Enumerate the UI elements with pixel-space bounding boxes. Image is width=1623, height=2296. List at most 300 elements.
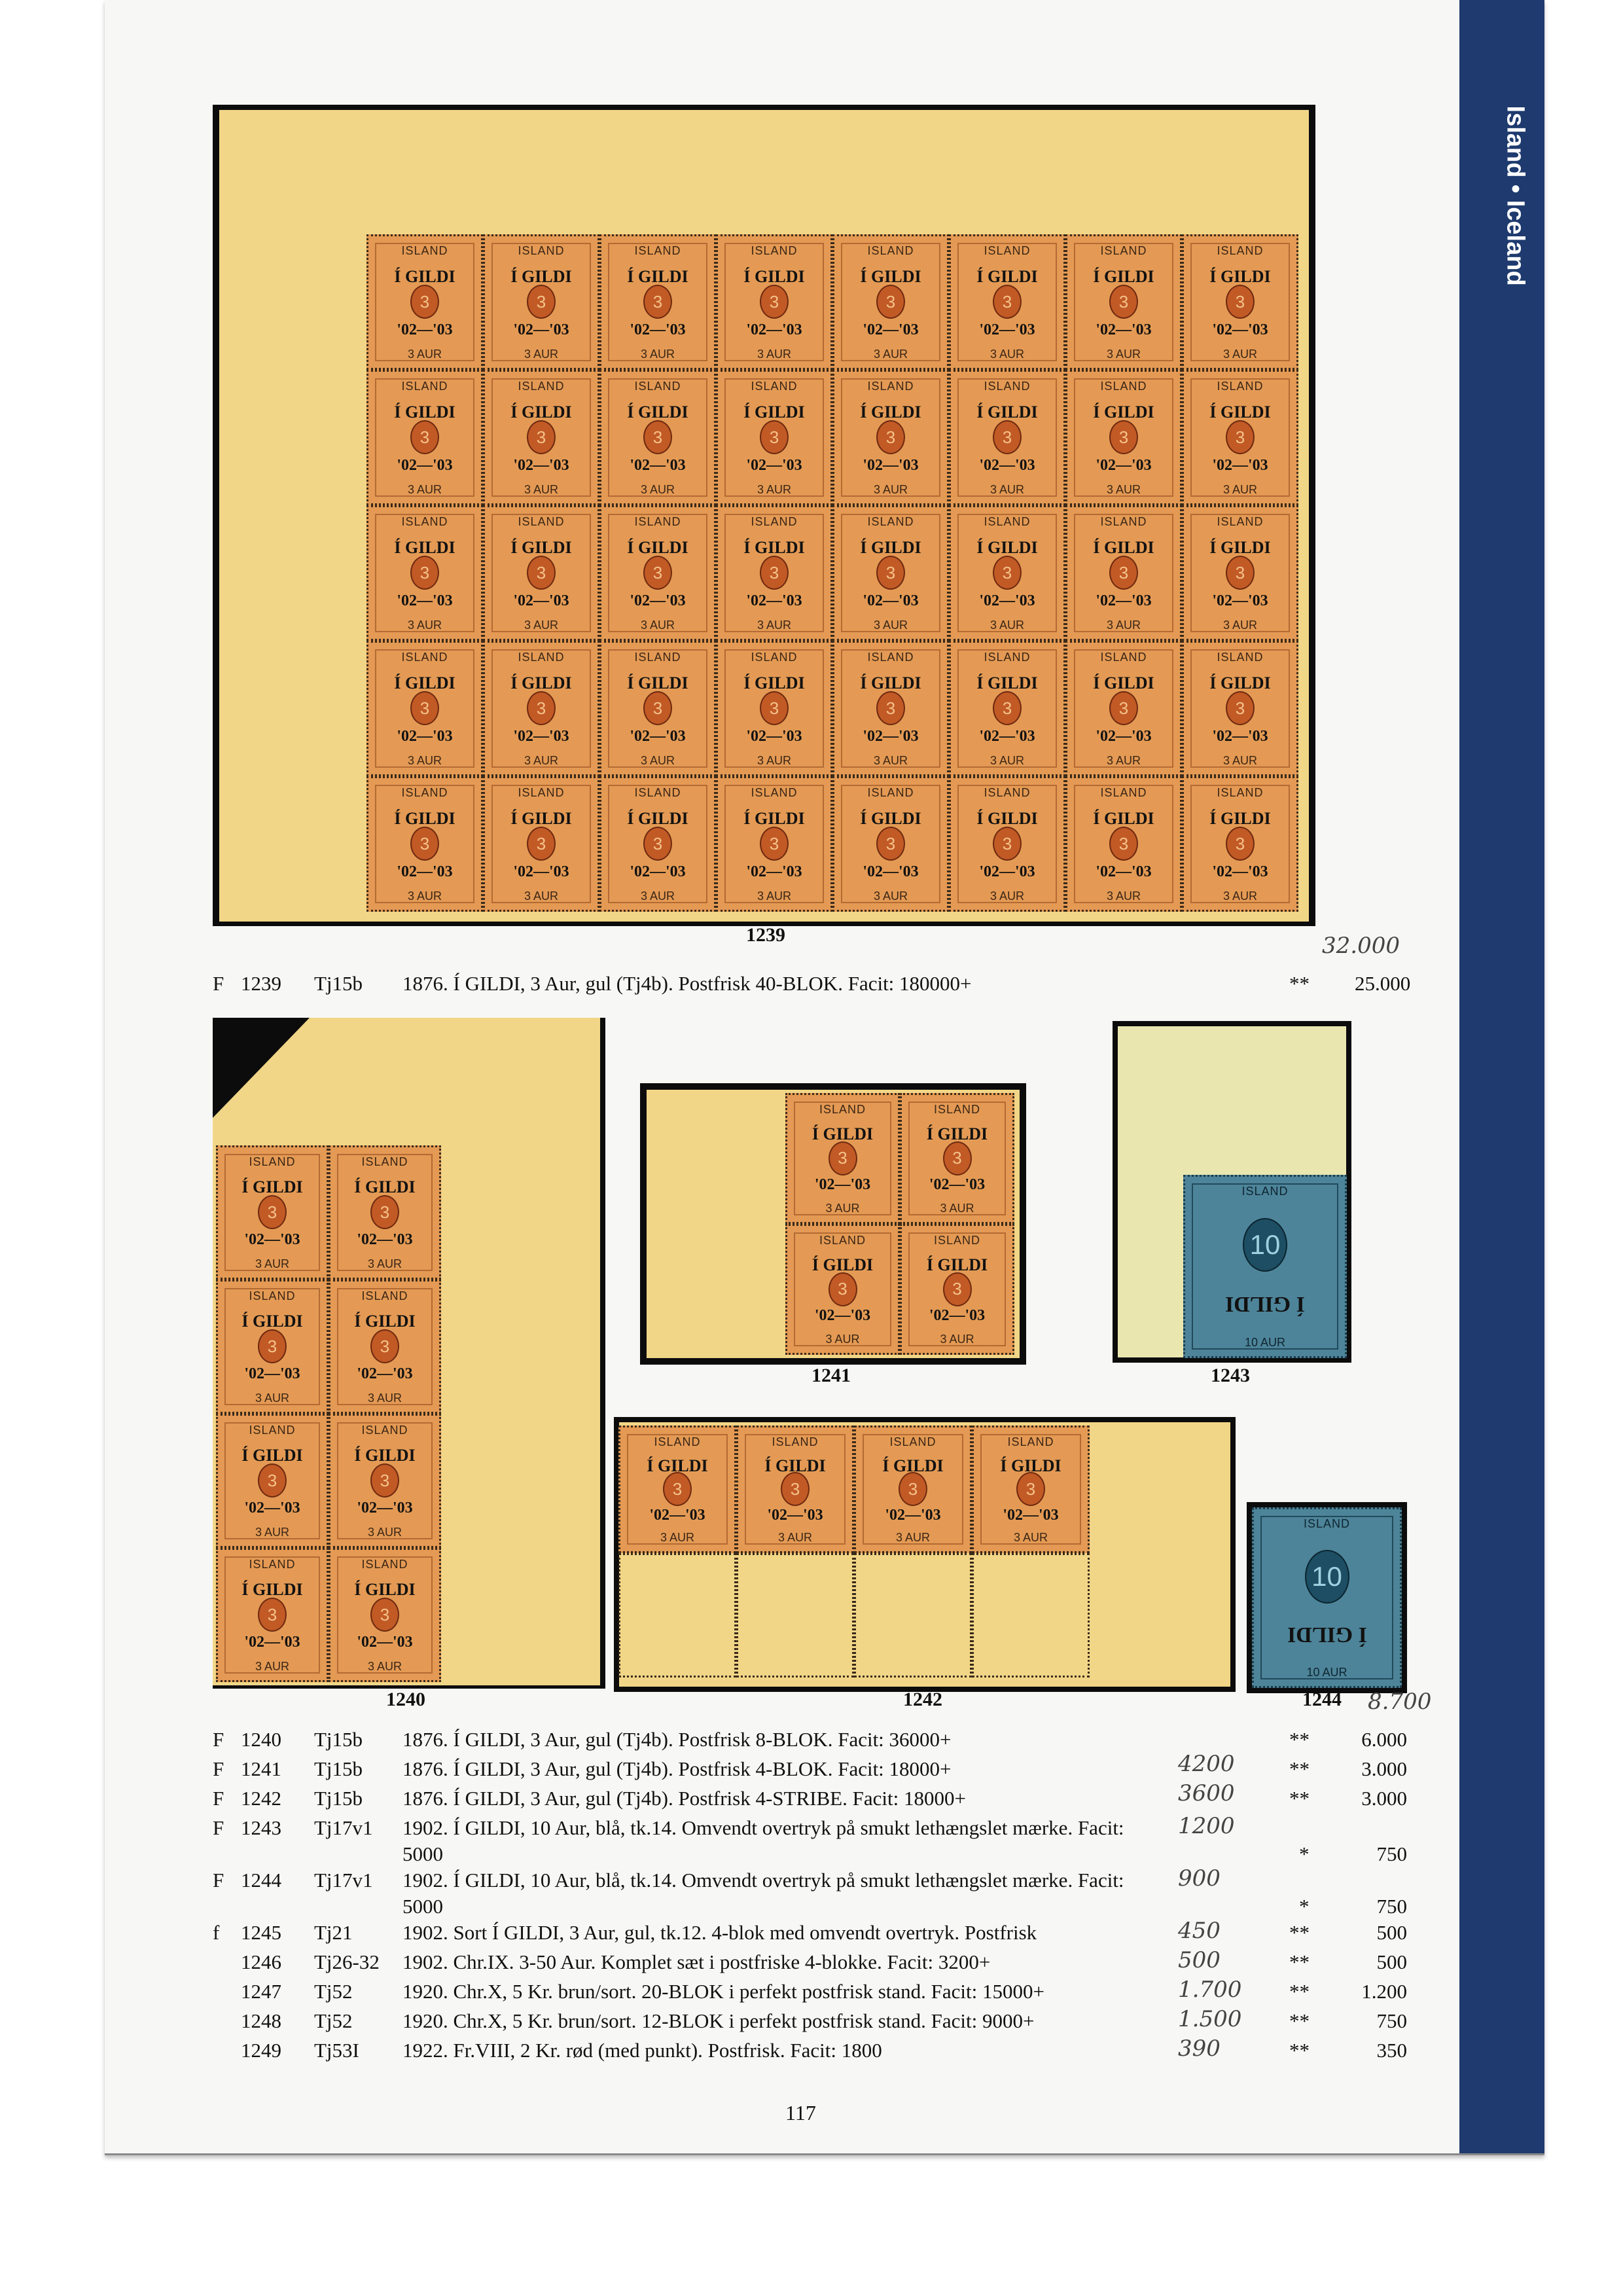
- stamp-denomination: 3 AUR: [990, 889, 1025, 903]
- stamp-value: 3: [993, 827, 1022, 861]
- stamp-country: ISLAND: [401, 515, 448, 528]
- stamp-overprint-years: '02—'03: [357, 1634, 413, 1651]
- stamp-overprint-years: '02—'03: [244, 1634, 300, 1651]
- stamp-3-aur: [483, 641, 599, 776]
- stamp-denomination: 3 AUR: [1013, 1531, 1048, 1544]
- lot-catalogue-number: Tj53I: [314, 2039, 359, 2062]
- stamp-value: 3: [876, 420, 905, 454]
- stamp-overprint-years: '02—'03: [746, 321, 802, 338]
- stamp-overprint: Í GILDI: [627, 808, 688, 828]
- stamp-denomination: 3 AUR: [990, 348, 1025, 361]
- stamp-overprint-years: '02—'03: [1212, 863, 1268, 880]
- stamp-3-aur: [483, 776, 599, 912]
- lot-number: 1241: [241, 1757, 281, 1780]
- stamp-3-aur: [1065, 370, 1182, 505]
- stamp-overprint-years: '02—'03: [397, 456, 453, 474]
- stamp-3-aur: [216, 1280, 329, 1414]
- stamp-value: 3: [370, 1598, 399, 1632]
- stamp-overprint: Í GILDI: [627, 673, 688, 692]
- stamp-overprint: Í GILDI: [627, 537, 688, 557]
- stamp-denomination: 3 AUR: [825, 1202, 860, 1215]
- lot-handwritten-note: 32.000: [1322, 933, 1400, 959]
- stamp-overprint-years: '02—'03: [1212, 592, 1268, 609]
- stamp-country: ISLAND: [867, 515, 914, 528]
- stamp-denomination: 3 AUR: [255, 1660, 290, 1673]
- stamp-overprint-years: '02—'03: [1003, 1506, 1059, 1524]
- lot-prefix: F: [213, 1757, 224, 1780]
- stamp-3-aur: [1182, 641, 1298, 776]
- page-number: 117: [785, 2101, 816, 2125]
- stamp-overprint: Í GILDI: [394, 402, 455, 422]
- lot-catalogue-number: Tj21: [314, 1921, 353, 1944]
- stamp-overprint-years: '02—'03: [244, 1231, 300, 1248]
- stamp-country: ISLAND: [634, 380, 681, 393]
- stamp-denomination: 3 AUR: [1222, 754, 1258, 767]
- stamp-value: 3: [829, 1272, 857, 1306]
- stamp-denomination: 3 AUR: [407, 619, 442, 632]
- stamp-country: ISLAND: [401, 380, 448, 393]
- stamp-denomination: 3 AUR: [524, 348, 559, 361]
- stamp-overprint-years: '02—'03: [929, 1307, 986, 1325]
- stamp-denomination: 3 AUR: [407, 483, 442, 496]
- stamp-country: ISLAND: [1217, 786, 1264, 799]
- stamp-overprint-years: '02—'03: [513, 321, 569, 338]
- stamp-overprint: Í GILDI: [1209, 402, 1271, 422]
- stamp-overprint: Í GILDI: [627, 402, 688, 422]
- lot-price: 3.000: [1361, 1757, 1407, 1780]
- stamp-denomination: 3 AUR: [367, 1257, 402, 1270]
- stamp-1243: [1183, 1175, 1347, 1358]
- stamp-denomination: 3 AUR: [524, 754, 559, 767]
- stamp-overprint: Í GILDI: [976, 402, 1038, 422]
- stamp-value: 3: [1226, 285, 1255, 319]
- stamp-overprint-years: '02—'03: [1212, 321, 1268, 338]
- stamp-value: 3: [410, 827, 439, 861]
- lot-catalogue-number: Tj15b: [314, 972, 363, 995]
- stamp-3-aur: [366, 505, 483, 641]
- stamp-overprint-years: '02—'03: [979, 727, 1035, 745]
- lot-condition: *: [1299, 1895, 1310, 1918]
- lot-handwritten-note: 4200: [1178, 1751, 1235, 1777]
- figure-number-1241: 1241: [812, 1365, 851, 1386]
- lot-number: 1247: [241, 1980, 281, 2003]
- stamp-overprint-years: '02—'03: [630, 592, 686, 609]
- lot-number: 1245: [241, 1921, 281, 1944]
- stamp-country: ISLAND: [634, 244, 681, 257]
- lot-price: 750: [1376, 1895, 1407, 1918]
- lot-description-cont: 5000: [402, 1842, 443, 1865]
- stamp-value: 3: [1226, 556, 1255, 590]
- stamp-denomination: 3 AUR: [1106, 348, 1141, 361]
- lot-prefix: F: [213, 972, 224, 995]
- stamp-value: 3: [643, 420, 672, 454]
- lot-number: 1249: [241, 2039, 281, 2062]
- stamp-overprint: Í GILDI: [1000, 1456, 1061, 1475]
- stamp-3-aur: [483, 370, 599, 505]
- stamp-country: ISLAND: [361, 1155, 408, 1168]
- stamp-overprint-years: '02—'03: [357, 1365, 413, 1382]
- lot-handwritten-note: 500: [1178, 1947, 1221, 1973]
- lot-catalogue-number: Tj15b: [314, 1757, 363, 1780]
- stamp-denomination: 3 AUR: [255, 1526, 290, 1539]
- stamp-country: ISLAND: [1217, 380, 1264, 393]
- stamp-denomination: 3 AUR: [660, 1531, 695, 1544]
- lot-price: 350: [1376, 2039, 1407, 2062]
- stamp-overprint: Í GILDI: [510, 266, 572, 286]
- stamp-denomination: 3 AUR: [407, 754, 442, 767]
- lot-handwritten-note: 1.700: [1178, 1977, 1242, 2003]
- stamp-denomination: 3 AUR: [757, 348, 792, 361]
- lot-condition: **: [1289, 2039, 1310, 2062]
- stamp-country: ISLAND: [867, 380, 914, 393]
- lot-price: 500: [1376, 1950, 1407, 1973]
- stamp-overprint: Í GILDI: [394, 673, 455, 692]
- lot-condition: **: [1289, 1787, 1310, 1810]
- stamp-3-aur: [1182, 370, 1298, 505]
- stamp-value: 3: [760, 285, 789, 319]
- stamp-value: 3: [781, 1472, 810, 1506]
- stamp-country: ISLAND: [361, 1424, 408, 1437]
- stamp-overprint-years: '02—'03: [979, 456, 1035, 474]
- stamp-value: 3: [410, 285, 439, 319]
- lot-handwritten-note: 390: [1178, 2036, 1221, 2062]
- stamp-3-aur: [716, 370, 832, 505]
- stamp-overprint: Í GILDI: [354, 1177, 416, 1196]
- stamp-overprint: Í GILDI: [241, 1446, 303, 1465]
- stamp-3-aur: [716, 641, 832, 776]
- stamp-denomination: 3 AUR: [1106, 483, 1141, 496]
- lot-description: 1920. Chr.X, 5 Kr. brun/sort. 12-BLOK i perfekt postfrisk stand. Facit: 9000+: [402, 2009, 1035, 2032]
- stamp-denomination: 3 AUR: [1222, 889, 1258, 903]
- stamp-value: 10: [1243, 1218, 1287, 1272]
- stamp-overprint-years: '02—'03: [397, 727, 453, 745]
- section-tab: [1459, 0, 1544, 2153]
- stamp-country: ISLAND: [1100, 515, 1147, 528]
- stamp-value: 3: [760, 556, 789, 590]
- stamp-overprint-years: '02—'03: [746, 592, 802, 609]
- stamp-value: 3: [1109, 691, 1138, 725]
- stamp-3-aur: [785, 1093, 900, 1224]
- lot-handwritten-note: 3600: [1178, 1780, 1235, 1806]
- stamp-3-aur: [900, 1224, 1014, 1355]
- stamp-denomination: 3 AUR: [873, 889, 908, 903]
- stamp-country: ISLAND: [933, 1234, 981, 1247]
- stamp-value: 3: [1016, 1472, 1045, 1506]
- stamp-country: ISLAND: [634, 786, 681, 799]
- stamp-block-1241: [785, 1093, 1014, 1355]
- lot-prefix: F: [213, 1816, 224, 1839]
- stamp-denomination: 3 AUR: [524, 483, 559, 496]
- stamp-3-aur: [483, 505, 599, 641]
- stamp-overprint-years: '02—'03: [1096, 727, 1152, 745]
- stamp-value: 3: [410, 556, 439, 590]
- stamp-overprint-years: '02—'03: [513, 456, 569, 474]
- stamp-value: 3: [1109, 420, 1138, 454]
- stamp-overprint-years: '02—'03: [630, 321, 686, 338]
- stamp-country: ISLAND: [634, 651, 681, 664]
- stamp-denomination: 3 AUR: [1222, 348, 1258, 361]
- stamp-value: 3: [643, 691, 672, 725]
- stamp-overprint-inverted: Í GILDI: [1287, 1623, 1367, 1647]
- stamp-country: ISLAND: [1217, 651, 1264, 664]
- stamp-value: 3: [993, 691, 1022, 725]
- stamp-overprint-years: '02—'03: [863, 592, 919, 609]
- lot-description: 1902. Chr.IX. 3-50 Aur. Komplet sæt i postfriske 4-blokke. Facit: 3200+: [402, 1950, 991, 1973]
- stamp-3-aur: [949, 505, 1065, 641]
- stamp-3-aur: [785, 1224, 900, 1355]
- stamp-denomination: 3 AUR: [990, 754, 1025, 767]
- stamp-1244: [1252, 1507, 1402, 1688]
- lot-catalogue-number: Tj52: [314, 2009, 353, 2032]
- stamp-overprint: Í GILDI: [354, 1312, 416, 1331]
- stamp-3-aur: [599, 641, 716, 776]
- stamp-country: ISLAND: [751, 380, 798, 393]
- stamp-value: 3: [993, 420, 1022, 454]
- stamp-3-aur: [832, 370, 949, 505]
- stamp-value: 3: [943, 1141, 972, 1175]
- stamp-denomination: 3 AUR: [873, 619, 908, 632]
- stamp-overprint: Í GILDI: [812, 1124, 874, 1143]
- lot-number: 1239: [241, 972, 281, 995]
- lot-description-cont: 5000: [402, 1895, 443, 1918]
- lot-price: 1.200: [1361, 1980, 1407, 2003]
- stamp-overprint: Í GILDI: [510, 673, 572, 692]
- stamp-value: 3: [258, 1598, 287, 1632]
- stamp-overprint: Í GILDI: [976, 537, 1038, 557]
- figure-number-1243: 1243: [1211, 1365, 1250, 1386]
- stamp-3-aur: [736, 1426, 854, 1553]
- stamp-overprint-years: '02—'03: [397, 592, 453, 609]
- stamp-denomination: 3 AUR: [367, 1660, 402, 1673]
- stamp-denomination: 3 AUR: [255, 1257, 290, 1270]
- stamp-overprint-years: '02—'03: [767, 1506, 823, 1524]
- stamp-denomination: 3 AUR: [940, 1333, 974, 1346]
- stamp-3-aur: [972, 1426, 1090, 1553]
- stamp-overprint: Í GILDI: [1093, 402, 1154, 422]
- stamp-country: ISLAND: [1241, 1185, 1289, 1198]
- stamp-value: 3: [876, 827, 905, 861]
- lot-condition: **: [1289, 972, 1310, 995]
- stamp-overprint: Í GILDI: [1093, 808, 1154, 828]
- stamp-denomination: 10 AUR: [1306, 1665, 1347, 1679]
- stamp-country: ISLAND: [1217, 244, 1264, 257]
- stamp-value: 3: [1226, 827, 1255, 861]
- stamp-value: 3: [643, 827, 672, 861]
- stamp-3-aur: [366, 776, 483, 912]
- stamp-overprint-years: '02—'03: [513, 592, 569, 609]
- stamp-overprint-years: '02—'03: [885, 1506, 941, 1524]
- stamp-denomination: 3 AUR: [990, 483, 1025, 496]
- stamp-overprint: Í GILDI: [1209, 537, 1271, 557]
- stamp-overprint: Í GILDI: [926, 1255, 988, 1274]
- stamp-denomination: 3 AUR: [873, 754, 908, 767]
- section-tab-label: Island • Iceland: [1501, 105, 1529, 286]
- lot-catalogue-number: Tj17v1: [314, 1816, 373, 1839]
- stamp-country: ISLAND: [249, 1155, 296, 1168]
- stamp-value: 3: [527, 827, 556, 861]
- stamp-overprint: Í GILDI: [860, 402, 921, 422]
- stamp-country: ISLAND: [889, 1435, 936, 1448]
- stamp-country: ISLAND: [401, 244, 448, 257]
- stamp-overprint-years: '02—'03: [357, 1231, 413, 1248]
- stamp-denomination: 3 AUR: [367, 1526, 402, 1539]
- lot-price: 6.000: [1361, 1728, 1407, 1751]
- lot-condition: **: [1289, 2009, 1310, 2032]
- stamp-country: ISLAND: [1100, 380, 1147, 393]
- lot-handwritten-note: 900: [1178, 1865, 1221, 1892]
- stamp-overprint-years: '02—'03: [746, 456, 802, 474]
- stamp-overprint-years: '02—'03: [630, 863, 686, 880]
- lot-description: 1876. Í GILDI, 3 Aur, gul (Tj4b). Postfrisk 4-BLOK. Facit: 18000+: [402, 1757, 952, 1780]
- stamp-denomination: 3 AUR: [895, 1531, 931, 1544]
- stamp-value: 3: [258, 1195, 287, 1229]
- stamp-country: ISLAND: [984, 651, 1031, 664]
- stamp-value: 3: [527, 556, 556, 590]
- lot-prefix: f: [213, 1921, 220, 1944]
- stamp-overprint: Í GILDI: [976, 808, 1038, 828]
- stamp-value: 3: [258, 1463, 287, 1498]
- stamp-3-aur: [900, 1093, 1014, 1224]
- stamp-country: ISLAND: [1217, 515, 1264, 528]
- stamp-value: 3: [410, 420, 439, 454]
- stamp-overprint-years: '02—'03: [397, 321, 453, 338]
- lot-description: 1902. Sort Í GILDI, 3 Aur, gul, tk.12. 4-blok med omvendt overtryk. Postfrisk: [402, 1921, 1037, 1944]
- stamp-denomination: 3 AUR: [1106, 619, 1141, 632]
- stamp-3-aur: [599, 505, 716, 641]
- stamp-block-1240: [216, 1145, 441, 1682]
- stamp-3-aur: [366, 234, 483, 370]
- stamp-overprint: Í GILDI: [743, 402, 805, 422]
- stamp-value: 3: [1109, 827, 1138, 861]
- stamp-value: 3: [663, 1472, 692, 1506]
- stamp-3-aur: [483, 234, 599, 370]
- stamp-country: ISLAND: [984, 515, 1031, 528]
- stamp-overprint-inverted: Í GILDI: [1225, 1292, 1305, 1316]
- stamp-3-aur: [832, 505, 949, 641]
- lot-number: 1248: [241, 2009, 281, 2032]
- stamp-overprint: Í GILDI: [510, 537, 572, 557]
- stamp-denomination: 3 AUR: [757, 483, 792, 496]
- lot-catalogue-number: Tj15b: [314, 1728, 363, 1751]
- stamp-overprint: Í GILDI: [394, 266, 455, 286]
- stamp-3-aur: [329, 1414, 441, 1548]
- stamp-denomination: 3 AUR: [757, 889, 792, 903]
- stamp-overprint: Í GILDI: [743, 537, 805, 557]
- stamp-value: 3: [1109, 556, 1138, 590]
- stamp-overprint-years: '02—'03: [630, 727, 686, 745]
- stamp-overprint: Í GILDI: [1093, 266, 1154, 286]
- lot-number: 1242: [241, 1787, 281, 1810]
- stamp-denomination: 3 AUR: [1106, 889, 1141, 903]
- stamp-denomination: 3 AUR: [1106, 754, 1141, 767]
- stamp-3-aur: [216, 1145, 329, 1280]
- stamp-country: ISLAND: [1007, 1435, 1054, 1448]
- stamp-value: 3: [899, 1472, 927, 1506]
- stamp-country: ISLAND: [249, 1558, 296, 1571]
- stamp-country: ISLAND: [401, 651, 448, 664]
- lot-description: 1902. Í GILDI, 10 Aur, blå, tk.14. Omvendt overtryk på smukt lethængslet mærke. Facit:: [402, 1816, 1124, 1839]
- stamp-value: 3: [370, 1329, 399, 1363]
- stamp-value: 3: [370, 1463, 399, 1498]
- stamp-overprint-years: '02—'03: [979, 592, 1035, 609]
- stamp-value: 3: [410, 691, 439, 725]
- stamp-country: ISLAND: [867, 244, 914, 257]
- stamp-3-aur: [854, 1426, 972, 1553]
- stamp-3-aur: [832, 234, 949, 370]
- stamp-country: ISLAND: [1303, 1517, 1351, 1530]
- stamp-overprint-years: '02—'03: [244, 1499, 300, 1516]
- stamp-overprint-years: '02—'03: [1096, 592, 1152, 609]
- stamp-10-aur: [1183, 1175, 1347, 1358]
- stamp-overprint-years: '02—'03: [863, 863, 919, 880]
- stamp-country: ISLAND: [654, 1435, 701, 1448]
- lot-condition: **: [1289, 1980, 1310, 2003]
- stamp-3-aur: [366, 641, 483, 776]
- stamp-overprint-years: '02—'03: [929, 1176, 986, 1194]
- stamp-overprint: Í GILDI: [241, 1312, 303, 1331]
- stamp-denomination: 3 AUR: [990, 619, 1025, 632]
- stamp-denomination: 3 AUR: [407, 889, 442, 903]
- stamp-value: 10: [1305, 1550, 1349, 1604]
- stamp-denomination: 3 AUR: [640, 754, 675, 767]
- stamp-3-aur: [716, 234, 832, 370]
- stamp-denomination: 3 AUR: [640, 619, 675, 632]
- stamp-overprint: Í GILDI: [1209, 808, 1271, 828]
- stamp-country: ISLAND: [751, 786, 798, 799]
- figure-number-1242: 1242: [903, 1689, 942, 1710]
- lot-description: 1902. Í GILDI, 10 Aur, blå, tk.14. Omvendt overtryk på smukt lethængslet mærke. Facit:: [402, 1869, 1124, 1892]
- lot-condition: *: [1299, 1842, 1310, 1865]
- stamp-overprint-years: '02—'03: [397, 863, 453, 880]
- stamp-strip-1242: [618, 1426, 1090, 1677]
- stamp-overprint: Í GILDI: [976, 266, 1038, 286]
- stamp-country: ISLAND: [1100, 244, 1147, 257]
- stamp-3-aur: [216, 1414, 329, 1548]
- stamp-country: ISLAND: [401, 786, 448, 799]
- stamp-overprint-years: '02—'03: [979, 321, 1035, 338]
- stamp-denomination: 3 AUR: [640, 889, 675, 903]
- lot-handwritten-note: 450: [1178, 1918, 1221, 1944]
- stamp-3-aur: [949, 370, 1065, 505]
- lot-catalogue-number: Tj15b: [314, 1787, 363, 1810]
- stamp-overprint-years: '02—'03: [357, 1499, 413, 1516]
- stamp-overprint-years: '02—'03: [979, 863, 1035, 880]
- stamp-denomination: 3 AUR: [873, 483, 908, 496]
- lot-catalogue-number: Tj52: [314, 1980, 353, 2003]
- stamp-country: ISLAND: [634, 515, 681, 528]
- stamp-denomination: 3 AUR: [825, 1333, 860, 1346]
- lot-number: 1240: [241, 1728, 281, 1751]
- sheet-margin-cell: [618, 1553, 736, 1677]
- stamp-value: 3: [993, 285, 1022, 319]
- stamp-country: ISLAND: [984, 244, 1031, 257]
- stamp-overprint: Í GILDI: [860, 808, 921, 828]
- stamp-value: 3: [643, 285, 672, 319]
- stamp-denomination: 3 AUR: [367, 1391, 402, 1405]
- stamp-value: 3: [993, 556, 1022, 590]
- stamp-country: ISLAND: [361, 1558, 408, 1571]
- stamp-value: 3: [876, 285, 905, 319]
- lot-prefix: F: [213, 1869, 224, 1892]
- stamp-value: 3: [760, 691, 789, 725]
- stamp-country: ISLAND: [751, 515, 798, 528]
- stamp-denomination: 10 AUR: [1244, 1336, 1286, 1349]
- lot-price: 25.000: [1355, 972, 1411, 995]
- figure-number-1239: 1239: [746, 924, 785, 946]
- lot-price: 500: [1376, 1921, 1407, 1944]
- lot-catalogue-number: Tj17v1: [314, 1869, 373, 1892]
- lot-prefix: F: [213, 1787, 224, 1810]
